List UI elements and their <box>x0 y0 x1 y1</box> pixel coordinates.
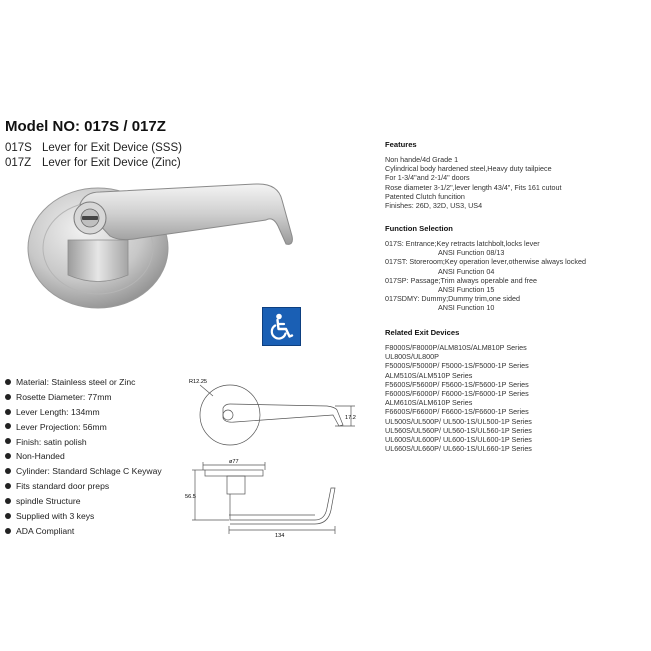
function-line: 017SDMY: Dummy;Dummy trim,one sided <box>385 294 521 304</box>
bullet-dot-icon <box>5 453 11 459</box>
related-device-line: UL560S/UL560P/ UL560-1S/UL560-1P Series <box>385 425 532 435</box>
dimension-drawing <box>185 370 360 540</box>
function-selection-section <box>385 224 586 313</box>
spec-item: Finish: satin polish <box>5 435 162 450</box>
related-device-line: ALM510S/ALM510P Series <box>385 370 473 380</box>
spec-item: Rosette Diameter: 77mm <box>5 390 162 405</box>
page-title: Model NO: 017S / 017Z <box>5 118 166 135</box>
related-device-line: F8000S/F8000P/ALM810S/ALM810P Series <box>385 343 527 352</box>
bullet-dot-icon <box>5 379 11 385</box>
bullet-dot-icon <box>5 438 11 444</box>
related-exit-devices-heading: Related Exit Devices <box>385 328 460 337</box>
model-line-017s <box>5 142 182 154</box>
model-code: 017Z <box>5 157 32 169</box>
bullet-dot-icon <box>5 528 11 534</box>
front-view-lever <box>223 404 343 426</box>
ansi-function-line: ANSI Function 15 <box>438 285 495 295</box>
model-code: 017S <box>5 142 32 154</box>
related-device-line: UL600S/UL600P/ UL600-1S/UL600-1P Series <box>385 435 532 445</box>
features-section <box>385 140 562 210</box>
feature-line: For 1-3/4"and 2-1/4" doors <box>385 173 470 183</box>
feature-line: Finishes: 26D, 32D, US3, US4 <box>385 201 483 211</box>
side-view-rosette <box>205 470 263 476</box>
model-description: Lever for Exit Device (Zinc) <box>42 157 181 169</box>
related-device-line: F6600S/F6600P/ F6600-1S/F6600-1P Series <box>385 407 529 417</box>
height-dimension-label: 17.2 <box>345 415 356 421</box>
spec-list <box>5 375 162 539</box>
bullet-dot-icon <box>5 468 11 474</box>
feature-line: Cylindrical body hardened steel,Heavy duty tailpiece <box>385 164 552 174</box>
related-device-line: UL500S/UL500P/ UL500-1S/UL500-1P Series <box>385 416 532 426</box>
radius-dimension-label: R12.25 <box>189 379 208 385</box>
length-dimension-label: 134 <box>275 533 285 539</box>
diameter-dimension-label: ø77 <box>229 459 239 465</box>
bullet-dot-icon <box>5 409 11 415</box>
spec-item: Lever Length: 134mm <box>5 405 162 420</box>
feature-line: Rose diameter 3-1/2",lever length 43/4", Fits 161 cutout <box>385 182 562 192</box>
ansi-function-line: ANSI Function 10 <box>438 303 495 313</box>
feature-line: Non hande/4d Grade 1 <box>385 155 459 164</box>
wheelchair-accessibility-icon <box>262 307 301 346</box>
ansi-function-line: ANSI Function 04 <box>438 266 495 276</box>
spec-item: spindle Structure <box>5 494 162 509</box>
spec-item: Non-Handed <box>5 449 162 464</box>
front-view-rosette <box>200 385 260 445</box>
function-line: 017SP: Passage;Trim always operable and free <box>385 275 537 285</box>
function-selection-heading: Function Selection <box>385 224 453 233</box>
bullet-dot-icon <box>5 423 11 429</box>
function-line: 017S: Entrance;Key retracts latchbolt,locks lever <box>385 239 540 248</box>
bullet-dot-icon <box>5 483 11 489</box>
related-device-line: ALM610S/ALM610P Series <box>385 398 473 408</box>
keyway-icon <box>82 216 98 220</box>
lever-arm <box>80 184 292 244</box>
related-device-line: UL660S/UL660P/ UL660-1S/UL660-1P Series <box>385 444 532 454</box>
projection-dimension-label: 56.5 <box>185 494 196 500</box>
spec-item: ADA Compliant <box>5 524 162 539</box>
spec-item: Fits standard door preps <box>5 479 162 494</box>
model-line-017z <box>5 157 181 169</box>
ansi-function-line: ANSI Function 08/13 <box>438 248 505 258</box>
bullet-dot-icon <box>5 498 11 504</box>
bullet-dot-icon <box>5 394 11 400</box>
feature-line: Patented Clutch funcition <box>385 191 465 201</box>
related-exit-devices-section <box>385 328 532 453</box>
related-device-line: F6000S/F6000P/ F6000-1S/F6000-1P Series <box>385 389 529 399</box>
related-device-line: F5000S/F5000P/ F5000-1S/F5000-1P Series <box>385 361 529 371</box>
related-device-line: F5600S/F5600P/ F5600-1S/F5600-1P Series <box>385 379 529 389</box>
model-description: Lever for Exit Device (SSS) <box>42 142 182 154</box>
spec-item: Supplied with 3 keys <box>5 509 162 524</box>
spec-item: Material: Stainless steel or Zinc <box>5 375 162 390</box>
spec-item: Lever Projection: 56mm <box>5 420 162 435</box>
bullet-dot-icon <box>5 513 11 519</box>
spec-item: Cylinder: Standard Schlage C Keyway <box>5 464 162 479</box>
related-device-line: UL800S/UL800P <box>385 352 439 362</box>
lever-hub <box>68 240 128 282</box>
function-line: 017ST: Storeroom;Key operation lever,otherwise always locked <box>385 257 586 267</box>
features-heading: Features <box>385 140 417 149</box>
